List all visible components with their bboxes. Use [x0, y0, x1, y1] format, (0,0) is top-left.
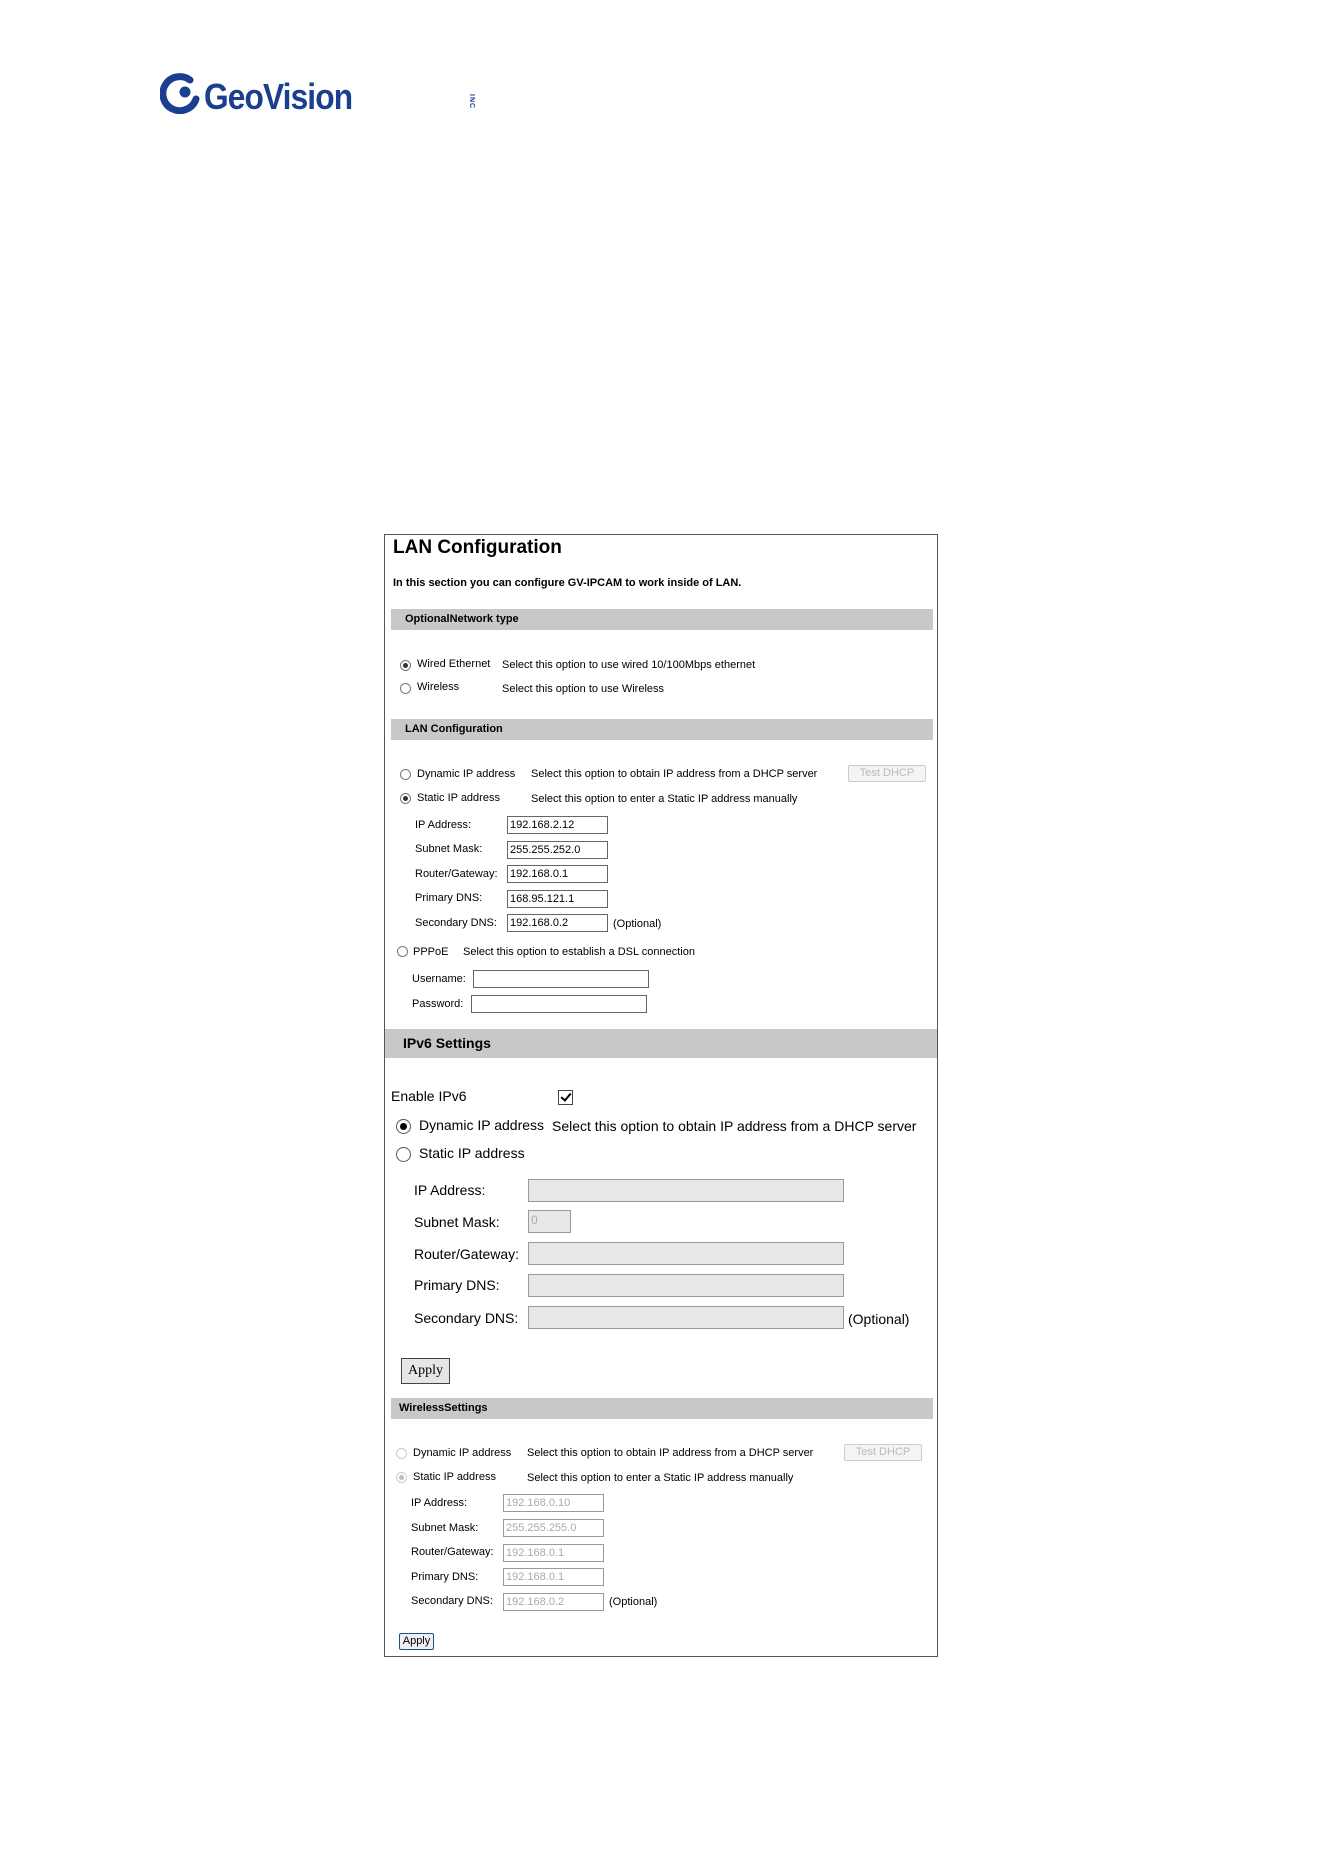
section-title: IPv6 Settings	[403, 1035, 491, 1051]
wireless-dynamic-ip-label: Dynamic IP address	[413, 1447, 512, 1459]
ipv6-static-ip-label: Static IP address	[419, 1145, 525, 1161]
secondary-dns-label: Secondary DNS:	[415, 917, 497, 929]
wireless-router-gateway-label: Router/Gateway:	[411, 1546, 494, 1558]
primary-dns-input[interactable]: 168.95.121.1	[507, 890, 608, 908]
ipv6-secondary-dns-input[interactable]	[528, 1306, 844, 1329]
enable-ipv6-label: Enable IPv6	[391, 1088, 467, 1104]
wired-ethernet-radio[interactable]	[400, 660, 411, 671]
wireless-desc: Select this option to use Wireless	[502, 683, 665, 695]
username-input[interactable]	[473, 970, 649, 988]
logo-inc: INC	[468, 94, 475, 110]
ip-address-label: IP Address:	[415, 819, 472, 831]
lan-static-ip-label: Static IP address	[417, 792, 500, 804]
ipv6-optional-label: (Optional)	[848, 1311, 910, 1327]
wireless-optional-label: (Optional)	[609, 1596, 658, 1608]
wireless-static-ip-radio[interactable]	[396, 1472, 407, 1483]
lan-dynamic-ip-desc: Select this option to obtain IP address from a DHCP server	[531, 768, 818, 780]
page-title: LAN Configuration	[393, 537, 562, 558]
wireless-subnet-mask-label: Subnet Mask:	[411, 1522, 479, 1534]
wireless-router-gateway-input[interactable]: 192.168.0.1	[503, 1544, 604, 1562]
subnet-mask-input[interactable]: 255.255.252.0	[507, 841, 608, 859]
section-title: WirelessSettings	[399, 1402, 488, 1414]
section-ipv6-settings	[385, 1029, 937, 1058]
wireless-static-ip-label: Static IP address	[413, 1471, 496, 1483]
username-label: Username:	[412, 973, 466, 985]
wireless-test-dhcp-button[interactable]: Test DHCP	[844, 1444, 922, 1461]
primary-dns-label: Primary DNS:	[415, 892, 483, 904]
section-network-type	[391, 609, 933, 630]
ipv6-dynamic-ip-desc: Select this option to obtain IP address from a DHCP server	[552, 1118, 917, 1134]
router-gateway-input[interactable]: 192.168.0.1	[507, 865, 608, 883]
router-gateway-label: Router/Gateway:	[415, 868, 498, 880]
enable-ipv6-checkbox[interactable]	[558, 1090, 573, 1105]
wireless-secondary-dns-input[interactable]: 192.168.0.2	[503, 1593, 604, 1611]
ipv6-primary-dns-label: Primary DNS:	[414, 1277, 500, 1293]
wireless-secondary-dns-label: Secondary DNS:	[411, 1595, 493, 1607]
wireless-primary-dns-input[interactable]: 192.168.0.1	[503, 1568, 604, 1586]
wireless-static-ip-desc: Select this option to enter a Static IP address manually	[527, 1472, 794, 1484]
ipv6-ip-address-label: IP Address:	[414, 1182, 486, 1198]
ipv6-subnet-mask-input[interactable]: 0	[528, 1210, 571, 1233]
geovision-logo-icon	[160, 72, 202, 114]
password-label: Password:	[412, 998, 464, 1010]
wireless-subnet-mask-input[interactable]: 255.255.255.0	[503, 1519, 604, 1537]
page-description: In this section you can configure GV-IPCAM to work inside of LAN.	[393, 577, 742, 589]
lan-static-ip-radio[interactable]	[400, 793, 411, 804]
geovision-logo	[160, 70, 475, 120]
lan-dynamic-ip-label: Dynamic IP address	[417, 768, 516, 780]
lan-dynamic-ip-radio[interactable]	[400, 769, 411, 780]
ipv6-dynamic-ip-label: Dynamic IP address	[419, 1117, 545, 1133]
lan-static-ip-desc: Select this option to enter a Static IP address manually	[531, 793, 798, 805]
wireless-radio[interactable]	[400, 683, 411, 694]
wired-ethernet-desc: Select this option to use wired 10/100Mbps ethernet	[502, 659, 756, 671]
wireless-dynamic-ip-radio[interactable]	[396, 1448, 407, 1459]
ipv6-apply-button[interactable]: Apply	[401, 1358, 450, 1384]
ip-address-input[interactable]: 192.168.2.12	[507, 816, 608, 834]
ipv6-secondary-dns-label: Secondary DNS:	[414, 1310, 519, 1326]
wired-ethernet-label: Wired Ethernet	[417, 658, 491, 670]
wireless-apply-button[interactable]: Apply	[399, 1633, 434, 1650]
wireless-dynamic-ip-desc: Select this option to obtain IP address from a DHCP server	[527, 1447, 814, 1459]
secondary-dns-input[interactable]: 192.168.0.2	[507, 914, 608, 932]
pppoe-desc: Select this option to establish a DSL connection	[463, 946, 695, 958]
ipv6-router-gateway-label: Router/Gateway:	[414, 1246, 520, 1262]
lan-configuration-panel	[384, 534, 938, 1657]
wireless-ip-address-label: IP Address:	[411, 1497, 468, 1509]
wireless-primary-dns-label: Primary DNS:	[411, 1571, 479, 1583]
section-wireless-settings	[391, 1398, 933, 1419]
pppoe-radio[interactable]	[397, 946, 408, 957]
wireless-ip-address-input[interactable]: 192.168.0.10	[503, 1494, 604, 1512]
password-input[interactable]	[471, 995, 647, 1013]
wireless-label: Wireless	[417, 681, 460, 693]
pppoe-label: PPPoE	[413, 946, 449, 958]
test-dhcp-button[interactable]: Test DHCP	[848, 765, 926, 782]
ipv6-static-ip-radio[interactable]	[396, 1147, 411, 1162]
ipv6-ip-address-input[interactable]	[528, 1179, 844, 1202]
subnet-mask-label: Subnet Mask:	[415, 843, 483, 855]
logo-wordmark: GeoVision	[204, 76, 353, 117]
ipv6-subnet-mask-label: Subnet Mask:	[414, 1214, 500, 1230]
optional-label: (Optional)	[613, 918, 662, 930]
ipv6-dynamic-ip-radio[interactable]	[396, 1119, 411, 1134]
ipv6-primary-dns-input[interactable]	[528, 1274, 844, 1297]
section-lan-configuration	[391, 719, 933, 740]
section-title: LAN Configuration	[405, 723, 503, 735]
ipv6-router-gateway-input[interactable]	[528, 1242, 844, 1265]
section-title: OptionalNetwork type	[405, 613, 519, 625]
